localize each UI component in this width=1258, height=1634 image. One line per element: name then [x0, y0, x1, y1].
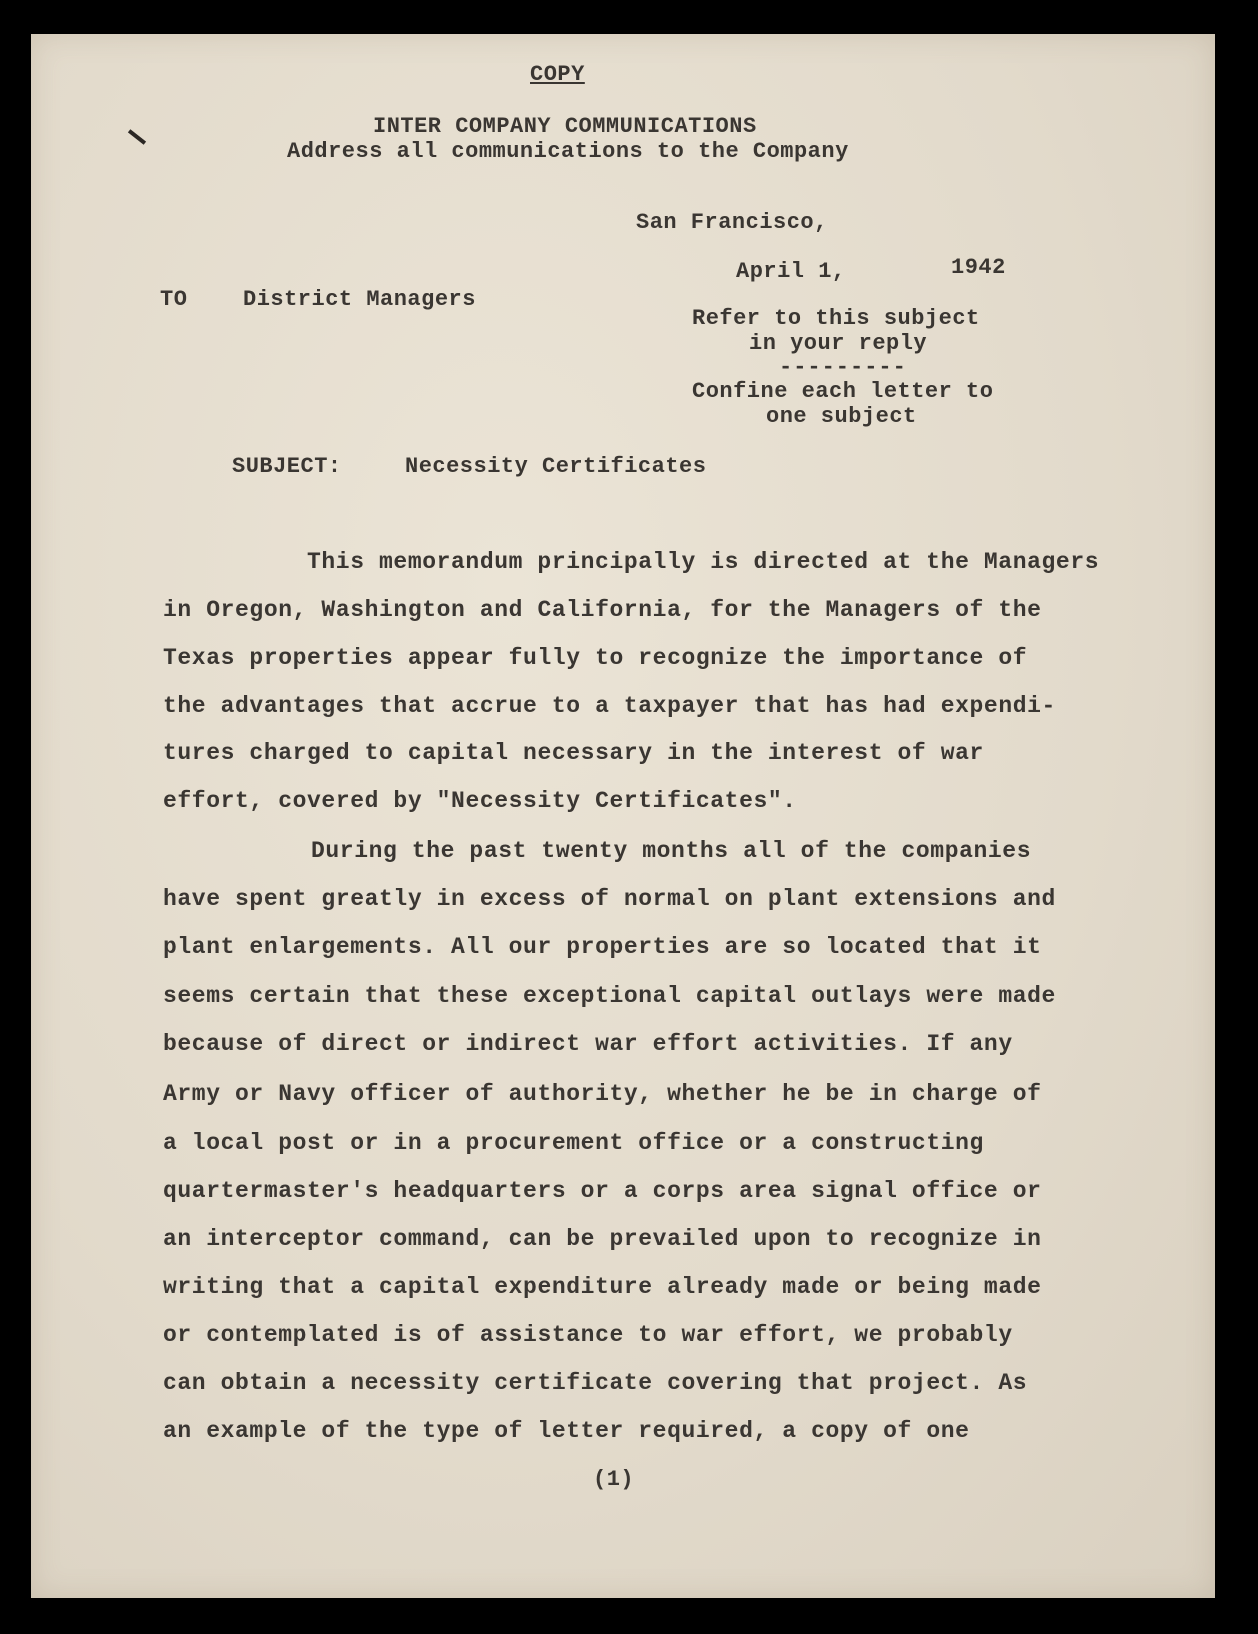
body-line: an example of the type of letter required, a copy of one — [163, 1418, 970, 1444]
date-year: 1942 — [951, 255, 1006, 280]
body-line: Texas properties appear fully to recognize the importance of — [163, 645, 1028, 671]
body-line: the advantages that accrue to a taxpayer that has had expendi- — [163, 693, 1056, 719]
address-line: Address all communications to the Company — [287, 139, 849, 164]
subject-label: SUBJECT: — [232, 454, 342, 479]
body-line: effort, covered by "Necessity Certificates". — [163, 788, 797, 814]
body-line: because of direct or indirect war effort activities. If any — [163, 1031, 1013, 1057]
refer-line-1: Refer to this subject — [692, 306, 980, 331]
separator: --------- — [779, 355, 907, 380]
body-line: tures charged to capital necessary in the interest of war — [163, 740, 984, 766]
date-month-day: April 1, — [736, 259, 846, 284]
body-line: plant enlargements. All our properties are so located that it — [163, 934, 1042, 960]
to-label: TO — [160, 287, 188, 312]
body-line: During the past twenty months all of the companies — [311, 838, 1032, 864]
body-line: seems certain that these exceptional capital outlays were made — [163, 983, 1056, 1009]
place: San Francisco, — [636, 210, 828, 235]
copy-label: COPY — [530, 62, 585, 87]
body-line: in Oregon, Washington and California, for the Managers of the — [163, 597, 1042, 623]
body-line: can obtain a necessity certificate covering that project. As — [163, 1370, 1028, 1396]
body-line: writing that a capital expenditure already made or being made — [163, 1274, 1042, 1300]
confine-line-1: Confine each letter to — [692, 379, 994, 404]
body-line: have spent greatly in excess of normal on plant extensions and — [163, 886, 1056, 912]
body-line: a local post or in a procurement office or a constructing — [163, 1130, 984, 1156]
body-line: an interceptor command, can be prevailed upon to recognize in — [163, 1226, 1042, 1252]
body-line: Army or Navy officer of authority, whether he be in charge of — [163, 1081, 1042, 1107]
body-line: This memorandum principally is directed at the Managers — [307, 549, 1100, 575]
body-line: quartermaster's headquarters or a corps area signal office or — [163, 1178, 1042, 1204]
confine-line-2: one subject — [766, 404, 917, 429]
page-number: (1) — [593, 1467, 635, 1492]
refer-line-2: in your reply — [749, 331, 928, 356]
body-line: or contemplated is of assistance to war effort, we probably — [163, 1322, 1013, 1348]
to-recipient: District Managers — [243, 287, 476, 312]
subject-text: Necessity Certificates — [405, 454, 707, 479]
org-line: INTER COMPANY COMMUNICATIONS — [373, 114, 757, 139]
document-page — [31, 34, 1215, 1598]
